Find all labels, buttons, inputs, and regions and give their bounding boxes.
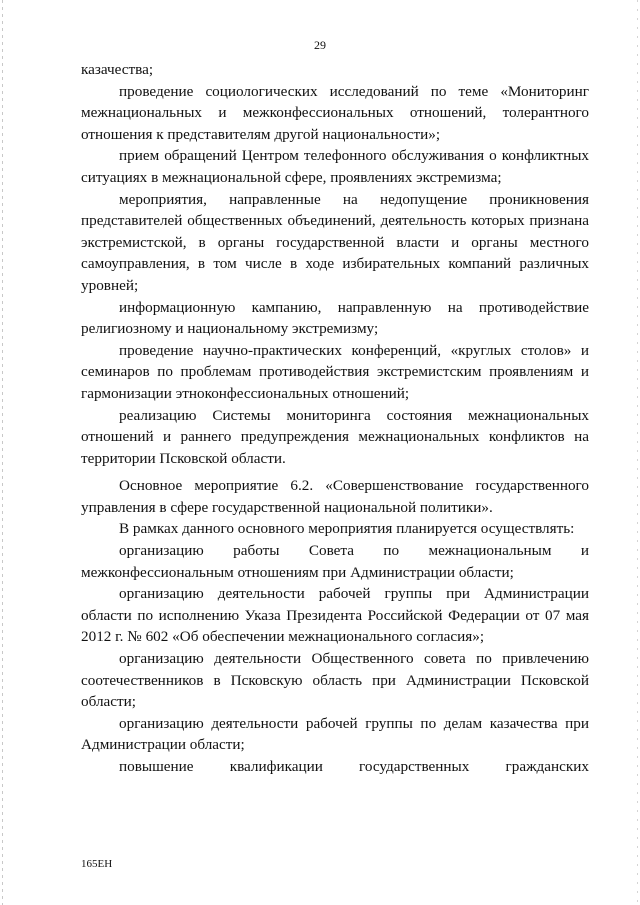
paragraph: мероприятия, направленные на недопущение проникновения представителей общественных объединений, деятельность которых признана экстремистской, в органы государственной власти и органы местного самоуправления, в том числе в ходе избирательных компаний различных уровней; (81, 190, 589, 294)
paragraph-truncated: повышение квалификации государственных гражданских (119, 758, 589, 775)
paragraph: организацию работы Совета по межнациональным и межконфессиональным отношениям при Администрации области; (81, 542, 589, 581)
paragraph: В рамках данного основного мероприятия планируется осуществлять: (119, 520, 575, 538)
paragraph: организацию деятельности Общественного совета по привлечению соотечественников в Псковскую область при Администрации Псковской области; (81, 650, 589, 711)
paragraph: прием обращений Центром телефонного обслуживания о конфликтных ситуациях в межнациональной сфере, проявлениях экстремизма; (81, 147, 589, 186)
footer-document-code: 165EH (81, 858, 113, 870)
scan-edge-right (637, 0, 638, 905)
paragraph: организацию деятельности рабочей группы по делам казачества при Администрации области; (81, 714, 589, 754)
page-number: 29 (314, 38, 326, 52)
document-body (81, 59, 589, 778)
paragraph: проведение научно-практических конференций, «круглых столов» и семинаров по проблемам противодействия экстремистским проявлениям и гармонизации этноконфессиональных отношений; (81, 341, 589, 402)
paragraph: проведение социологических исследований по теме «Мониторинг межнациональных и межконфессиональных отношений, толерантного отношения к представителям другой национальности»; (81, 82, 589, 143)
scan-edge-left (2, 0, 3, 905)
paragraph: организацию деятельности рабочей группы при Администрации области по исполнению Указа Президента Российской Федерации от 07 мая 2012 г. № 602 «Об обеспечении межнационального согласия»; (81, 585, 589, 646)
section-heading-paragraph: Основное мероприятие 6.2. «Совершенствование государственного управления в сфере государственной национальной политики». (81, 477, 589, 516)
paragraph: реализацию Системы мониторинга состояния межнациональных отношений и раннего предупреждения межнациональных конфликтов на территории Псковской области. (81, 406, 589, 467)
paragraph-continuation: казачества; (81, 61, 154, 78)
paragraph: информационную кампанию, направленную на противодействие религиозному и национальному экстремизму; (81, 298, 589, 338)
